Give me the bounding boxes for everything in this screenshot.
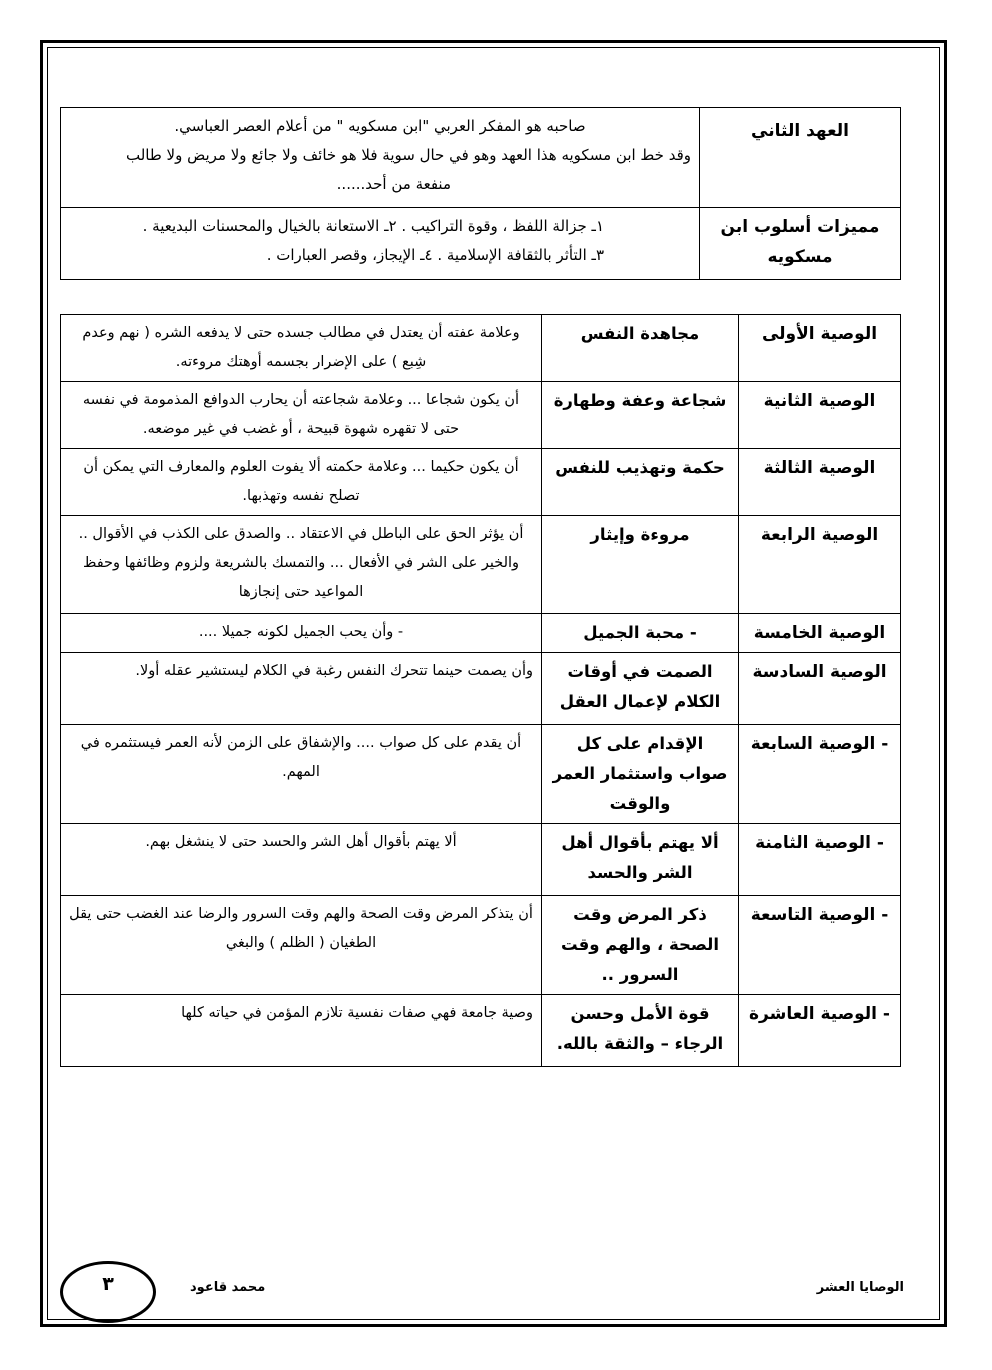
commandment-number: - الوصية العاشرة xyxy=(739,995,901,1067)
commandment-text: أن يتذكر المرض وقت الصحة والهم وقت السرور والرضا عند الغضب حتى يقل الطغيان ( الظلم ) والبغي xyxy=(61,896,542,995)
commandment-text: وأن يصمت حينما تتحرك النفس رغبة في الكلام ليستشير عقله أولا. xyxy=(61,653,542,725)
commandment-number: الوصية الثانية xyxy=(739,382,901,449)
page-number-badge xyxy=(60,1261,156,1323)
commandment-row xyxy=(61,896,901,995)
commandment-text: وصية جامعة فهي صفات نفسية تلازم المؤمن في حياته كلها xyxy=(61,995,542,1067)
style-label-text: مميزات أسلوب ابن مسكويه xyxy=(720,217,880,267)
commandment-text: - وأن يحب الجميل لكونه جميلا .... xyxy=(61,614,542,653)
commandment-topic: مجاهدة النفس xyxy=(542,315,739,382)
commandment-topic: قوة الأمل وحسن الرجاء – والثقة بالله. xyxy=(542,995,739,1067)
footer-author: محمد قاعود xyxy=(190,1280,266,1295)
covenant-row xyxy=(61,108,901,208)
commandment-topic: الإقدام على كل صواب واستثمار العمر والوقت xyxy=(542,725,739,824)
commandment-text: أن يؤثر الحق على الباطل في الاعتقاد .. والصدق على الكذب في الأقوال .. والخير على الشر في الأفعال ... والتمسك بالشريعة ولزوم وظائفها وحفظ المواعيد حتى إنجازها xyxy=(61,516,542,614)
commandment-number: - الوصية السابعة xyxy=(739,725,901,824)
commandment-topic: ألا يهتم بأقوال أهل الشر والحسد xyxy=(542,824,739,896)
commandment-topic: حكمة وتهذيب للنفس xyxy=(542,449,739,516)
commandment-topic: ذكر المرض وقت الصحة ، والهم وقت السرور .. xyxy=(542,896,739,995)
commandment-number: الوصية الثالثة xyxy=(739,449,901,516)
commandment-row xyxy=(61,824,901,896)
commandment-number: الوصية الرابعة xyxy=(739,516,901,614)
commandment-topic: - محبة الجميل xyxy=(542,614,739,653)
commandment-number: الوصية الأولى xyxy=(739,315,901,382)
page-number: ٣ xyxy=(102,1273,114,1295)
style-line-1: ١ـ جزالة اللفظ ، وقوة التراكيب . ٢ـ الاستعانة بالخيال والمحسنات البديعية . xyxy=(142,217,604,235)
intro-table xyxy=(60,107,901,280)
covenant-line-2: وقد خط ابن مسكويه هذا العهد وهو في حال سوية فلا هو خائف ولا جائع ولا مريض ولا طالب xyxy=(125,146,691,164)
footer-title: الوصايا العشر xyxy=(816,1280,904,1295)
covenant-line-3: منفعة من أحد...... xyxy=(336,175,451,193)
commandment-text: أن يكون حكيما ... وعلامة حكمته ألا يفوت العلوم والمعارف التي يمكن أن تصلح نفسه وتهذبها. xyxy=(61,449,542,516)
commandment-text: ألا يهتم بأقوال أهل الشر والحسد حتى لا ينشغل بهم. xyxy=(61,824,542,896)
style-features xyxy=(61,208,700,280)
covenant-description xyxy=(61,108,700,208)
commandment-text: أن يكون شجاعا ... وعلامة شجاعته أن يحارب الدوافع المذمومة في نفسه حتى لا تقهره شهوة قبيحة ، أو غضب في غير موضعه. xyxy=(61,382,542,449)
commandment-row xyxy=(61,995,901,1067)
covenant-label-text: العهد الثاني xyxy=(751,121,849,141)
commandment-row xyxy=(61,315,901,382)
commandment-topic: الصمت في أوقات الكلام لإعمال العقل xyxy=(542,653,739,725)
covenant-label xyxy=(700,108,901,208)
commandment-row xyxy=(61,653,901,725)
commandments-table xyxy=(60,314,901,1067)
style-label xyxy=(700,208,901,280)
commandment-text: أن يقدم على كل صواب .... والإشفاق على الزمن لأنه العمر فيستثمره في المهم. xyxy=(61,725,542,824)
commandment-row xyxy=(61,382,901,449)
commandment-number: الوصية السادسة xyxy=(739,653,901,725)
style-line-2: ٣ـ التأثر بالثقافة الإسلامية . ٤ـ الإيجاز، وقصر العبارات . xyxy=(266,246,604,264)
commandment-row xyxy=(61,516,901,614)
covenant-line-1: صاحبه هو المفكر العربي "ابن مسكويه " من أعلام العصر العباسي. xyxy=(174,117,586,135)
commandment-number: الوصية الخامسة xyxy=(739,614,901,653)
commandment-topic: مروءة وإيثار xyxy=(542,516,739,614)
commandment-row xyxy=(61,614,901,653)
commandment-number: - الوصية الثامنة xyxy=(739,824,901,896)
style-row xyxy=(61,208,901,280)
commandment-topic: شجاعة وعفة وطهارة xyxy=(542,382,739,449)
commandment-row xyxy=(61,449,901,516)
commandment-number: - الوصية التاسعة xyxy=(739,896,901,995)
commandment-row xyxy=(61,725,901,824)
commandment-text: وعلامة عفته أن يعتدل في مطالب جسده حتى لا يدفعه الشره ( نهم وعدم شِبع ) على الإضرار بجسمه أوهتك مروءته. xyxy=(61,315,542,382)
